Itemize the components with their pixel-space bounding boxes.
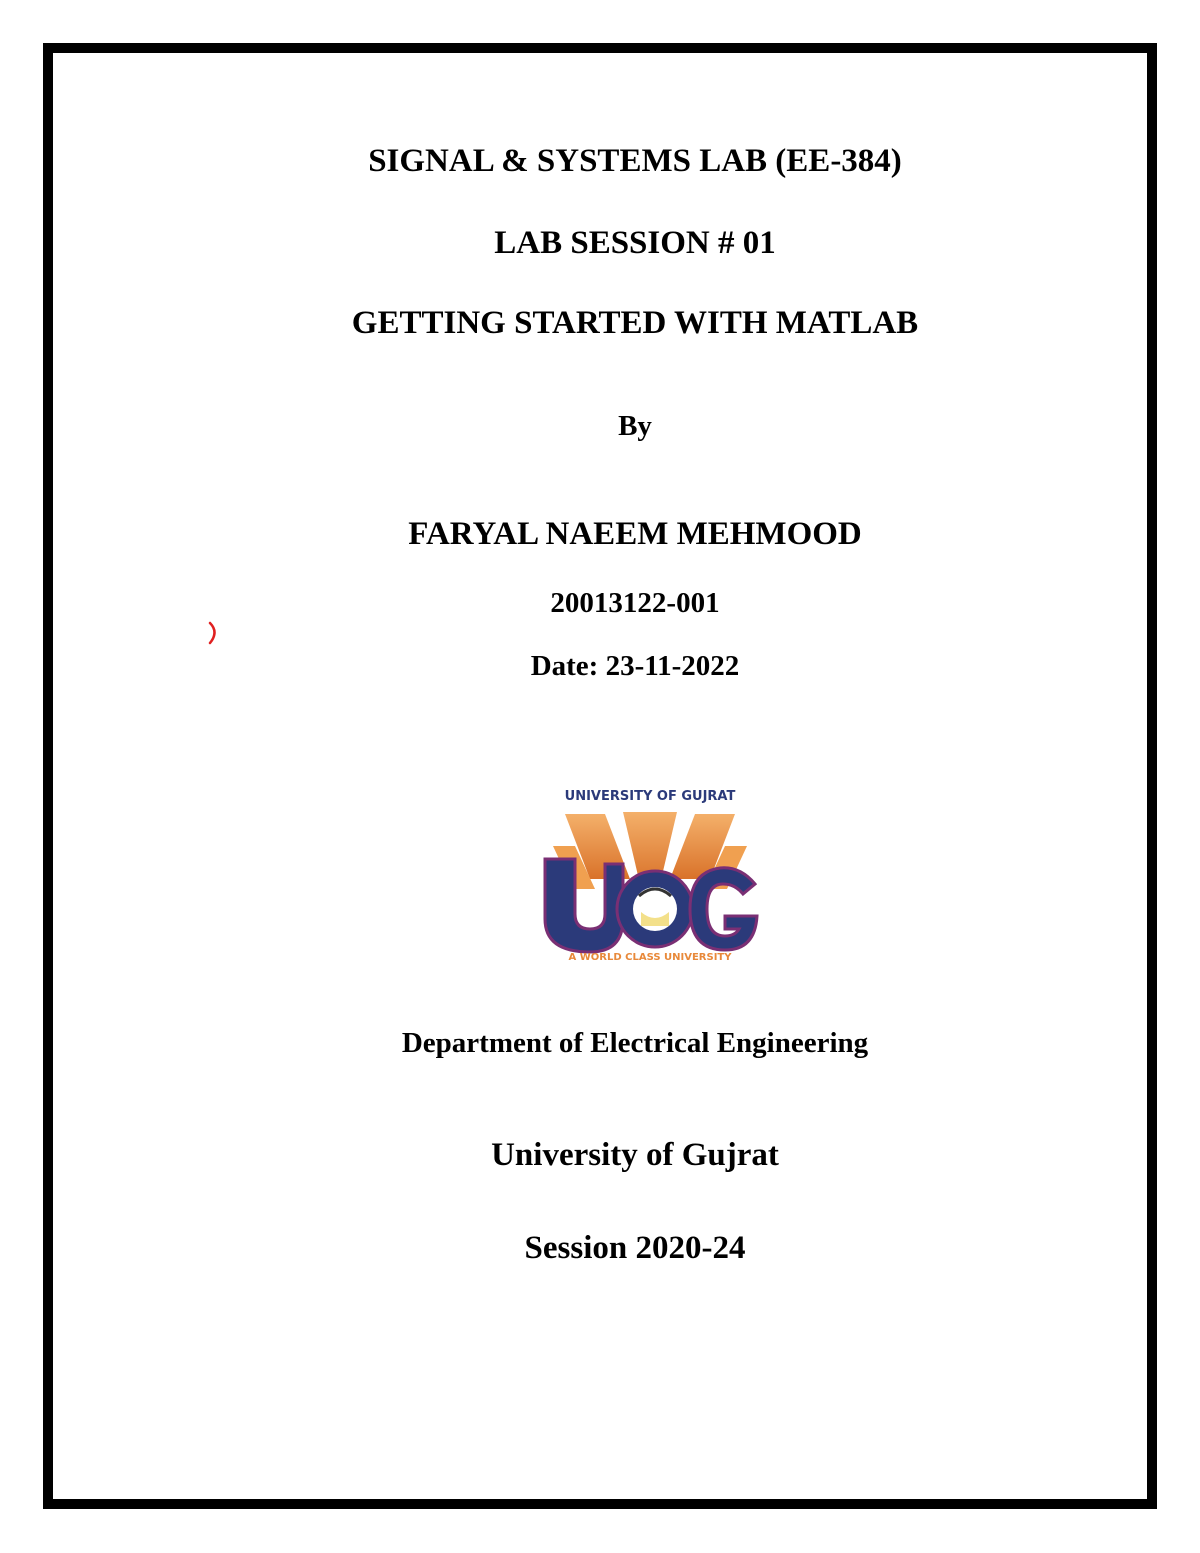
stray-mark-icon — [206, 620, 220, 646]
submission-date: Date: 23-11-2022 — [530, 650, 740, 682]
academic-session: Session 2020-24 — [524, 1230, 746, 1266]
university-logo — [535, 784, 765, 962]
lab-session-number: LAB SESSION # 01 — [494, 225, 776, 261]
roll-number: 20013122-001 — [550, 587, 720, 619]
logo-top-text: UNIVERSITY OF GUJRAT — [564, 789, 736, 804]
page-border — [43, 43, 1157, 1509]
department-name: Department of Electrical Engineering — [401, 1027, 869, 1059]
by-label: By — [618, 410, 652, 442]
lab-topic: GETTING STARTED WITH MATLAB — [351, 305, 919, 341]
logo-tagline: A WORLD CLASS UNIVERSITY — [568, 952, 732, 962]
course-title: SIGNAL & SYSTEMS LAB (EE-384) — [368, 143, 902, 179]
author-name: FARYAL NAEEM MEHMOOD — [408, 516, 862, 552]
university-name: University of Gujrat — [491, 1137, 779, 1173]
